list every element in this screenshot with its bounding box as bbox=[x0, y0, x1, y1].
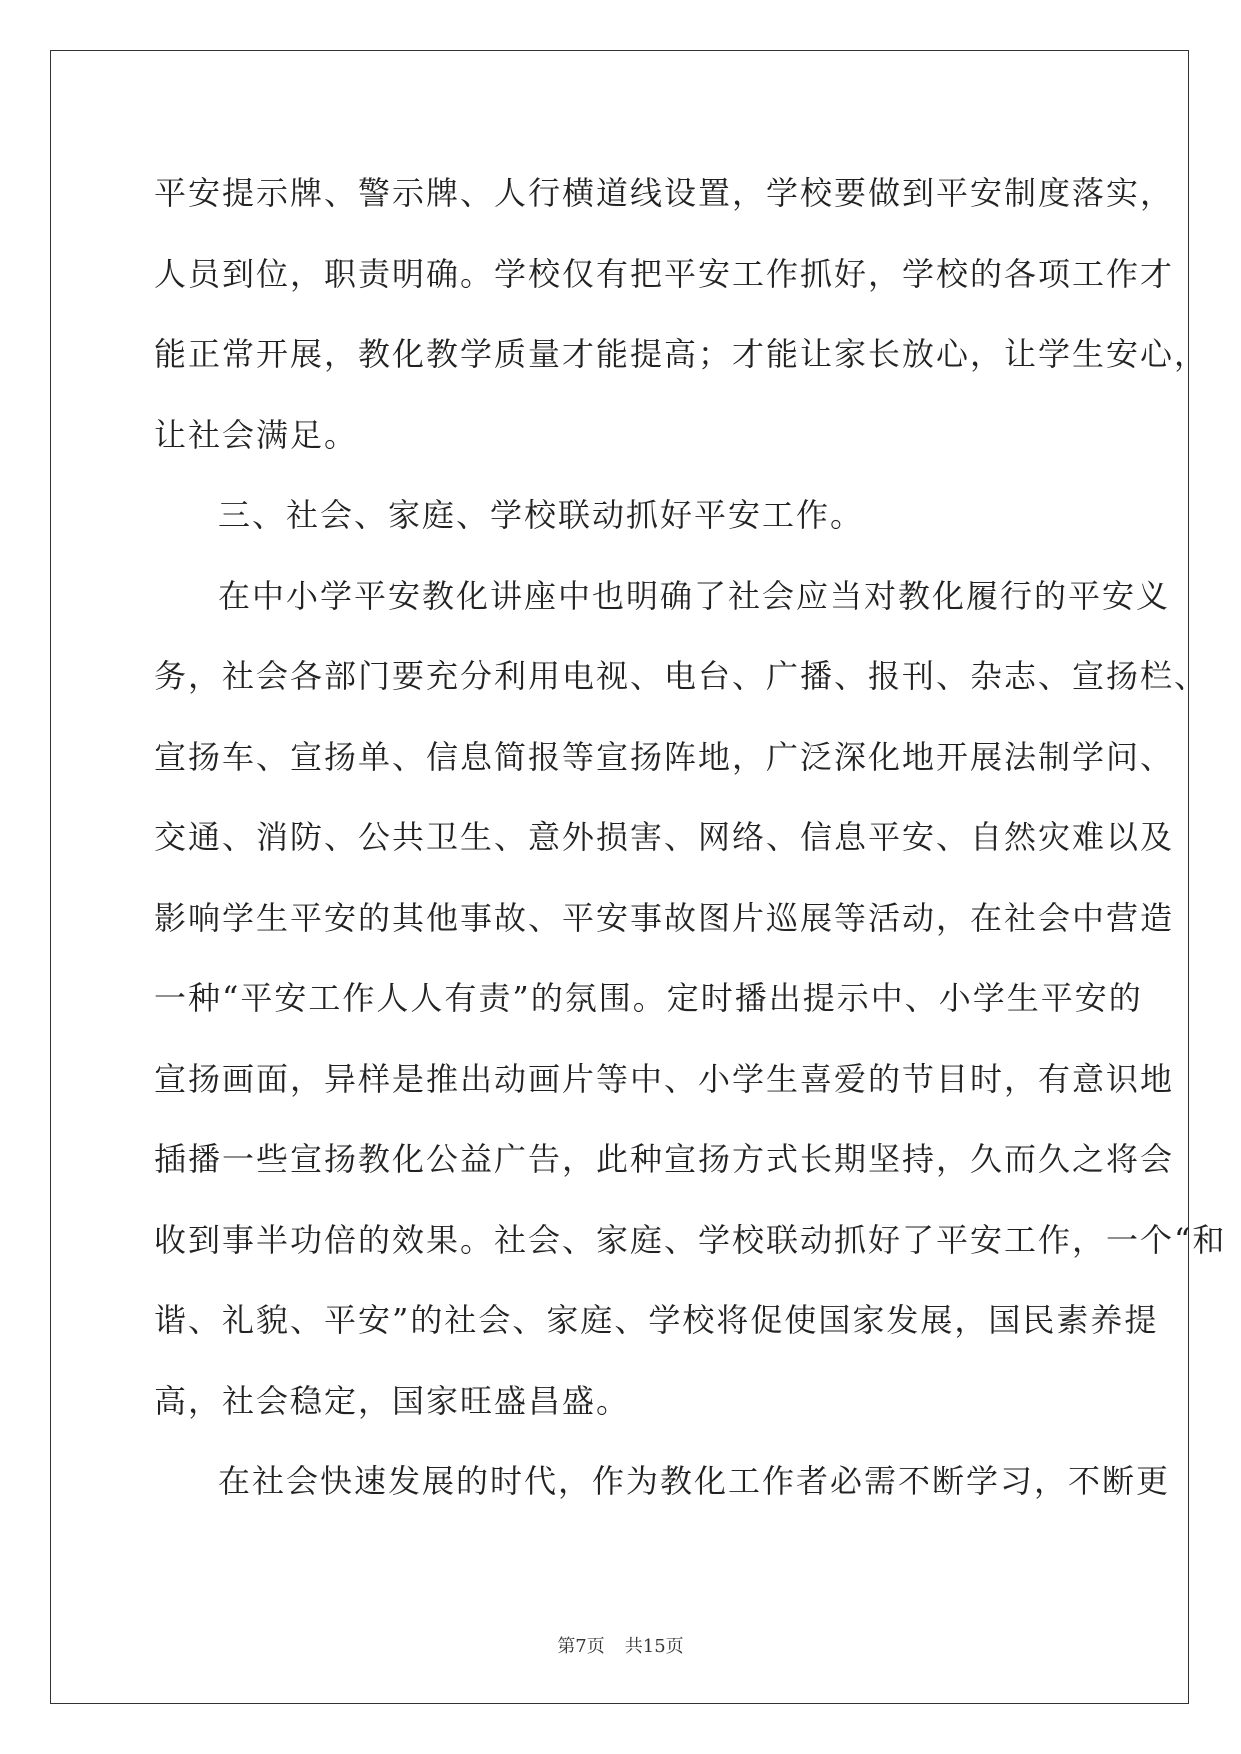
page-number-current: 第7页 bbox=[557, 1636, 605, 1657]
page-footer bbox=[0, 1632, 1241, 1658]
text-line: 交通、消防、公共卫生、意外损害、网络、信息平安、自然灾难以及 bbox=[154, 818, 1175, 856]
text-line: 一种“平安工作人人有责”的氛围。定时播出提示中、小学生平安的 bbox=[154, 979, 1143, 1017]
text-line: 务，社会各部门要充分利用电视、电台、广播、报刊、杂志、宣扬栏、 bbox=[154, 657, 1209, 695]
section-heading: 三、社会、家庭、学校联动抓好平安工作。 bbox=[218, 496, 865, 534]
paragraph-start-line: 在中小学平安教化讲座中也明确了社会应当对教化履行的平安义 bbox=[218, 576, 1171, 615]
text-line: 谐、礼貌、平安”的社会、家庭、学校将促使国家发展，国民素养提 bbox=[154, 1301, 1159, 1339]
text-line: 平安提示牌、警示牌、人行横道线设置，学校要做到平安制度落实， bbox=[154, 174, 1175, 212]
text-line: 高，社会稳定，国家旺盛昌盛。 bbox=[154, 1381, 631, 1420]
text-line: 影响学生平安的其他事故、平安事故图片巡展等活动，在社会中营造 bbox=[154, 898, 1175, 937]
document-body bbox=[154, 165, 1227, 1534]
text-line: 能正常开展，教化教学质量才能提高；才能让家长放心，让学生安心， bbox=[154, 335, 1209, 373]
text-line: 宣扬画面，异样是推出动画片等中、小学生喜爱的节目时，有意识地 bbox=[154, 1059, 1175, 1098]
text-line: 宣扬车、宣扬单、信息简报等宣扬阵地，广泛深化地开展法制学问、 bbox=[154, 737, 1175, 776]
text-line: 让社会满足。 bbox=[154, 415, 359, 454]
page-number-total: 共15页 bbox=[624, 1636, 684, 1657]
text-line: 插播一些宣扬教化公益广告，此种宣扬方式长期坚持，久而久之将会 bbox=[154, 1140, 1175, 1178]
text-line: 人员到位，职责明确。学校仅有把平安工作抓好，学校的各项工作才 bbox=[154, 254, 1175, 293]
text-line: 收到事半功倍的效果。社会、家庭、学校联动抓好了平安工作，一个“和 bbox=[154, 1220, 1227, 1259]
paragraph-start-line: 在社会快速发展的时代，作为教化工作者必需不断学习，不断更 bbox=[218, 1462, 1171, 1500]
